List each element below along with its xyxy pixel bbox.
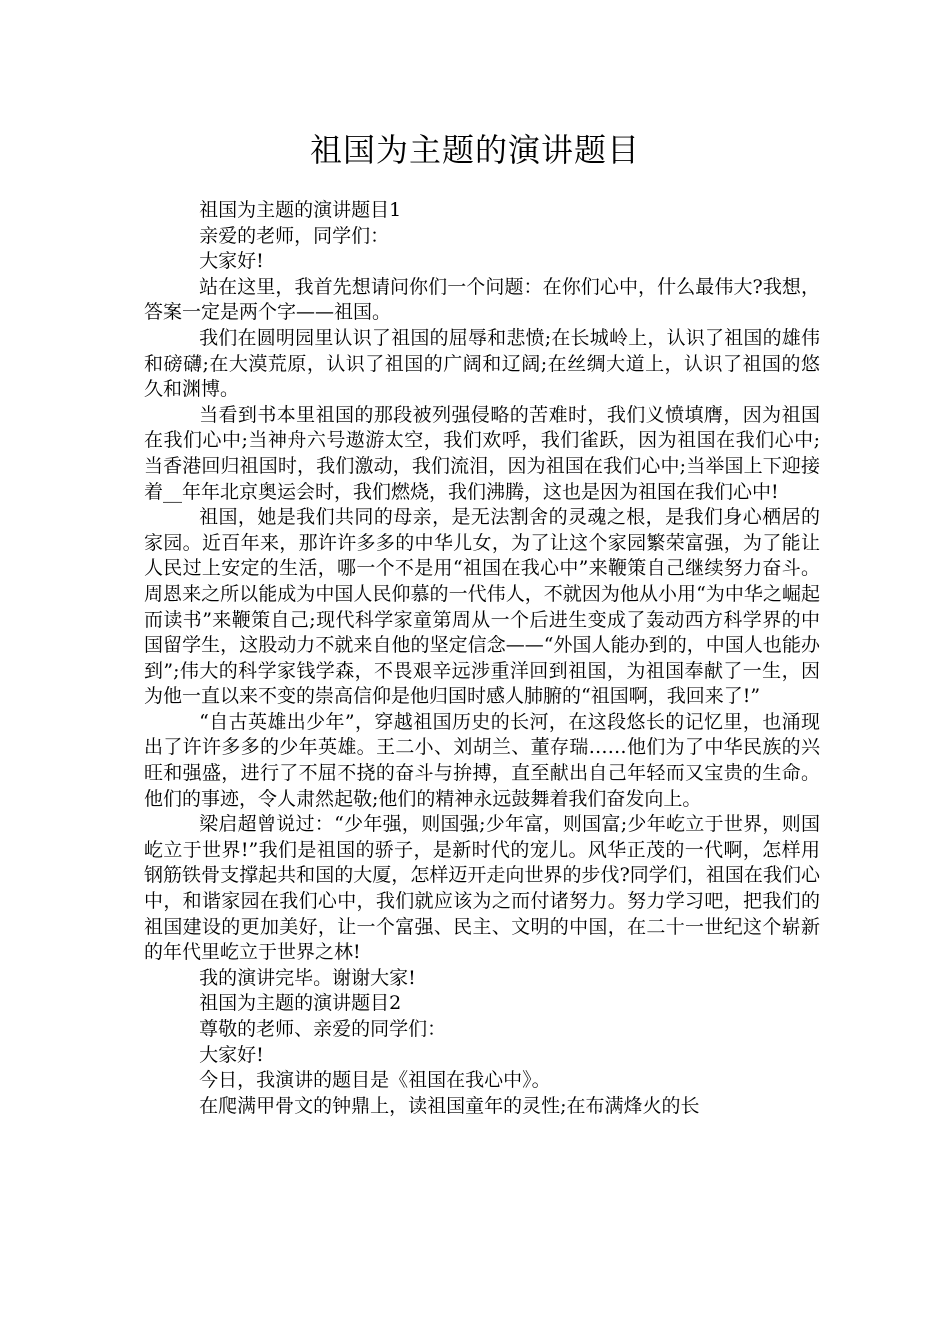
paragraph: 大家好! xyxy=(199,250,264,273)
paragraph: 我们在圆明园里认识了祖国的屈辱和悲愤;在长城岭上，认识了祖国的雄伟和磅礴;在大漠荒原，认识了祖国的广阔和辽阔;在丝绸大道上，认识了祖国的悠久和渊博。 xyxy=(144,326,820,401)
paragraph: 祖国，她是我们共同的母亲，是无法割舍的灵魂之根，是我们身心栖居的家园。近百年来，那许许多多的中华儿女，为了让这个家园繁荣富强，为了能让人民过上安定的生活，哪一个不是用“祖国在我心中”来鞭策自己继续努力奋斗。周恩来之所以能成为中国人民仰慕的一代伟人，不就因为他从小用“为中华之崛起而读书”来鞭策自己;现代科学家童第周从一个后进生变成了轰动西方科学界的中国留学生，这股动力不就来自他的坚定信念——“外国人能办到的，中国人也能办到”;伟大的科学家钱学森，不畏艰辛远涉重洋回到祖国，为祖国奉献了一生，因为他一直以来不变的崇高信仰是他归国时感人肺腑的“祖国啊，我回来了!” xyxy=(144,506,820,708)
document-body xyxy=(144,198,820,1119)
paragraph: 祖国为主题的演讲题目1 xyxy=(199,199,402,221)
paragraph: 尊敬的老师、亲爱的同学们： xyxy=(199,1018,447,1040)
paragraph: 站在这里，我首先想请问你们一个问题：在你们心中，什么最伟大?我想，答案一定是两个字——祖国。 xyxy=(144,275,820,324)
paragraph: 在爬满甲骨文的钟鼎上，读祖国童年的灵性;在布满烽火的长 xyxy=(199,1094,700,1117)
paragraph: 我的演讲完毕。谢谢大家! xyxy=(199,966,416,989)
paragraph: “自古英雄出少年”，穿越祖国历史的长河，在这段悠长的记忆里，也涌现出了许许多多的少年英雄。王二小、刘胡兰、董存瑞……他们为了中华民族的兴旺和强盛，进行了不屈不挠的奋斗与拚搏，直至献出自己年轻而又宝贵的生命。他们的事迹，令人肃然起敬;他们的精神永远鼓舞着我们奋发向上。 xyxy=(144,710,820,810)
paragraph: 今日，我演讲的题目是《祖国在我心中》。 xyxy=(199,1069,551,1092)
paragraph: 梁启超曾说过：“少年强，则国强;少年富，则国富;少年屹立于世界，则国屹立于世界!”我们是祖国的骄子，是新时代的宠儿。风华正茂的一代啊，怎样用钢筋铁骨支撑起共和国的大厦，怎样迈开走向世界的步伐?同学们，祖国在我们心中，和谐家园在我们心中，我们就应该为之而付诸努力。努力学习吧，把我们的祖国建设的更加美好，让一个富强、民主、文明的中国，在二十一世纪这个崭新的年代里屹立于世界之林! xyxy=(144,813,820,964)
paragraph: 当看到书本里祖国的那段被列强侵略的苦难时，我们义愤填膺，因为祖国在我们心中;当神舟六号遨游太空，我们欢呼，我们雀跃，因为祖国在我们心中;当香港回归祖国时，我们激动，我们流泪，因为祖国在我们心中;当举国上下迎接着__年年北京奥运会时，我们燃烧，我们沸腾，这也是因为祖国在我们心中! xyxy=(144,403,820,503)
paragraph: 大家好! xyxy=(199,1043,264,1066)
paragraph: 祖国为主题的演讲题目2 xyxy=(199,992,402,1015)
paragraph: 亲爱的老师，同学们： xyxy=(199,224,390,247)
document-title: 祖国为主题的演讲题目 xyxy=(309,131,640,169)
